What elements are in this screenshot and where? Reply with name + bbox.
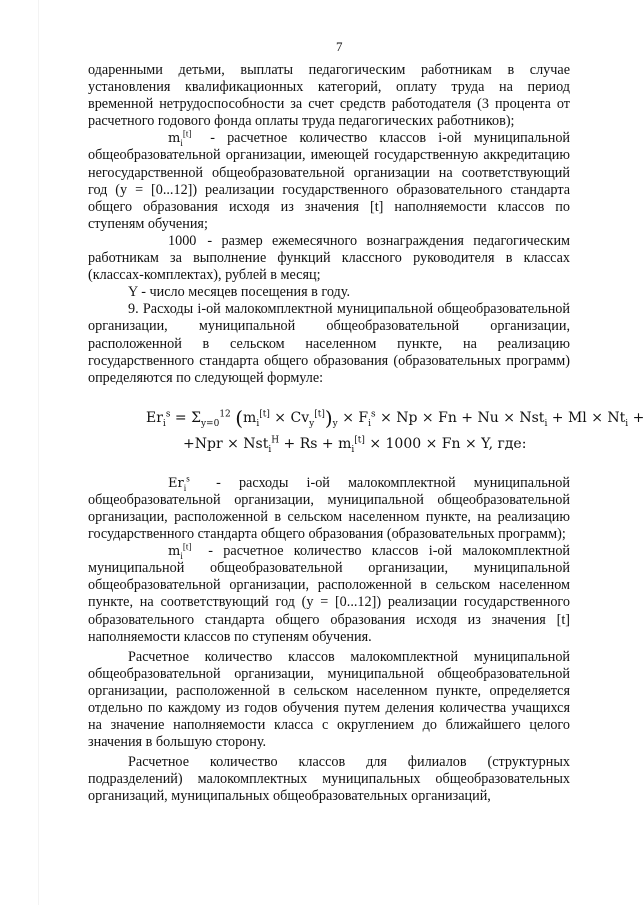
definition-text: - размер ежемесячного вознаграждения педагогическим работникам за выполнение функций классного руководителя в классах (классах-комплектах), рублей в месяц;	[88, 232, 571, 284]
formula-line-1: $Er_i^s = \Sigma_{y=0}^{12}$ $(m_i[t] \times Cv_y[t])_y \times F_i^s \times Np \times Fn + Nu \times Nst_i + Ml \times Nt_i$ +	[146, 405, 644, 430]
formula-line-2: $+Npr \times Nst_i^H + Rs + m_i[t] \times 1000 \times Fn \times Y$, где:	[183, 435, 527, 455]
definition-text: - расходы i-ой малокомплектной муниципальной общеобразовательной организации, муниципальной общеобразовательной организации, расположенной в сельском населенном пункте, на реализацию государственного стандарта общего образования (образовательных программ);	[88, 474, 570, 543]
symbol-er-is: $Er_i^s$	[168, 473, 190, 493]
paragraph-class-count: Расчетное количество классов малокомплектной муниципальной общеобразовательной организации, муниципальной общеобразовательной организации, расположенной в сельском населенном пункте, определяется отдельно по каждому из годов обучения путем деления количества учащихся на значение наполняемости класса с округлением до ближайшего целого значения в большую сторону.	[88, 648, 570, 751]
symbol-1000: 1000	[168, 232, 197, 249]
section-9-paragraph: 9. Расходы i-ой малокомплектной муниципальной общеобразовательной организации, муниципальной общеобразовательной организации, расположенной в сельском населенном пункте, на реализацию государственного стандарта общего образования (образовательных программ) определяются по следующей формуле:	[88, 301, 570, 386]
definition-text: - расчетное количество классов i-ой муниципальной общеобразовательной организации, имеющей государственную аккредитацию негосударственной общеобразовательной организации на соответствующий год (y = [0...12]) реализации государственного образовательного стандарта общего образования исходя из значения [t] наполняемости классов по ступеням обучения;	[88, 130, 571, 232]
document-body	[88, 62, 644, 806]
formula-block	[88, 405, 644, 457]
paragraph-continuation: одаренными детьми, выплаты педагогическим работникам в случае установления квалификационных категорий, оплату труда на период временной нетрудоспособности за счет средств работодателя (3 процента от расчетного годового фонда оплаты труда педагогических работников);	[88, 62, 570, 130]
definition-text: - расчетное количество классов i-ой малокомплектной муниципальной общеобразовательной организации, муниципальной общеобразовательной организации, расположенной в сельском населенном пункте, на соответствующий год (y = [0...12]) реализации государственного образовательного стандарта общего образования исходя из значения [t] наполняемости классов по ступеням обучения.	[88, 543, 571, 645]
definition-m-it	[88, 130, 570, 233]
scan-edge-line	[38, 0, 39, 905]
symbol-m-it: $m_i[t]$	[168, 541, 192, 561]
definition-y: Y - число месяцев посещения в году.	[128, 284, 350, 301]
paragraph-branches: Расчетное количество классов для филиалов (структурных подразделений) малокомплектных муниципальных общеобразовательных организаций, муниципальных общеобразовательных организаций,	[88, 754, 570, 805]
page-number: 7	[336, 39, 343, 54]
definition-m-it-small	[88, 543, 570, 646]
definition-er-is	[88, 475, 570, 543]
symbol-m-it: $m_i[t]$	[168, 128, 192, 149]
definition-1000	[88, 233, 570, 284]
